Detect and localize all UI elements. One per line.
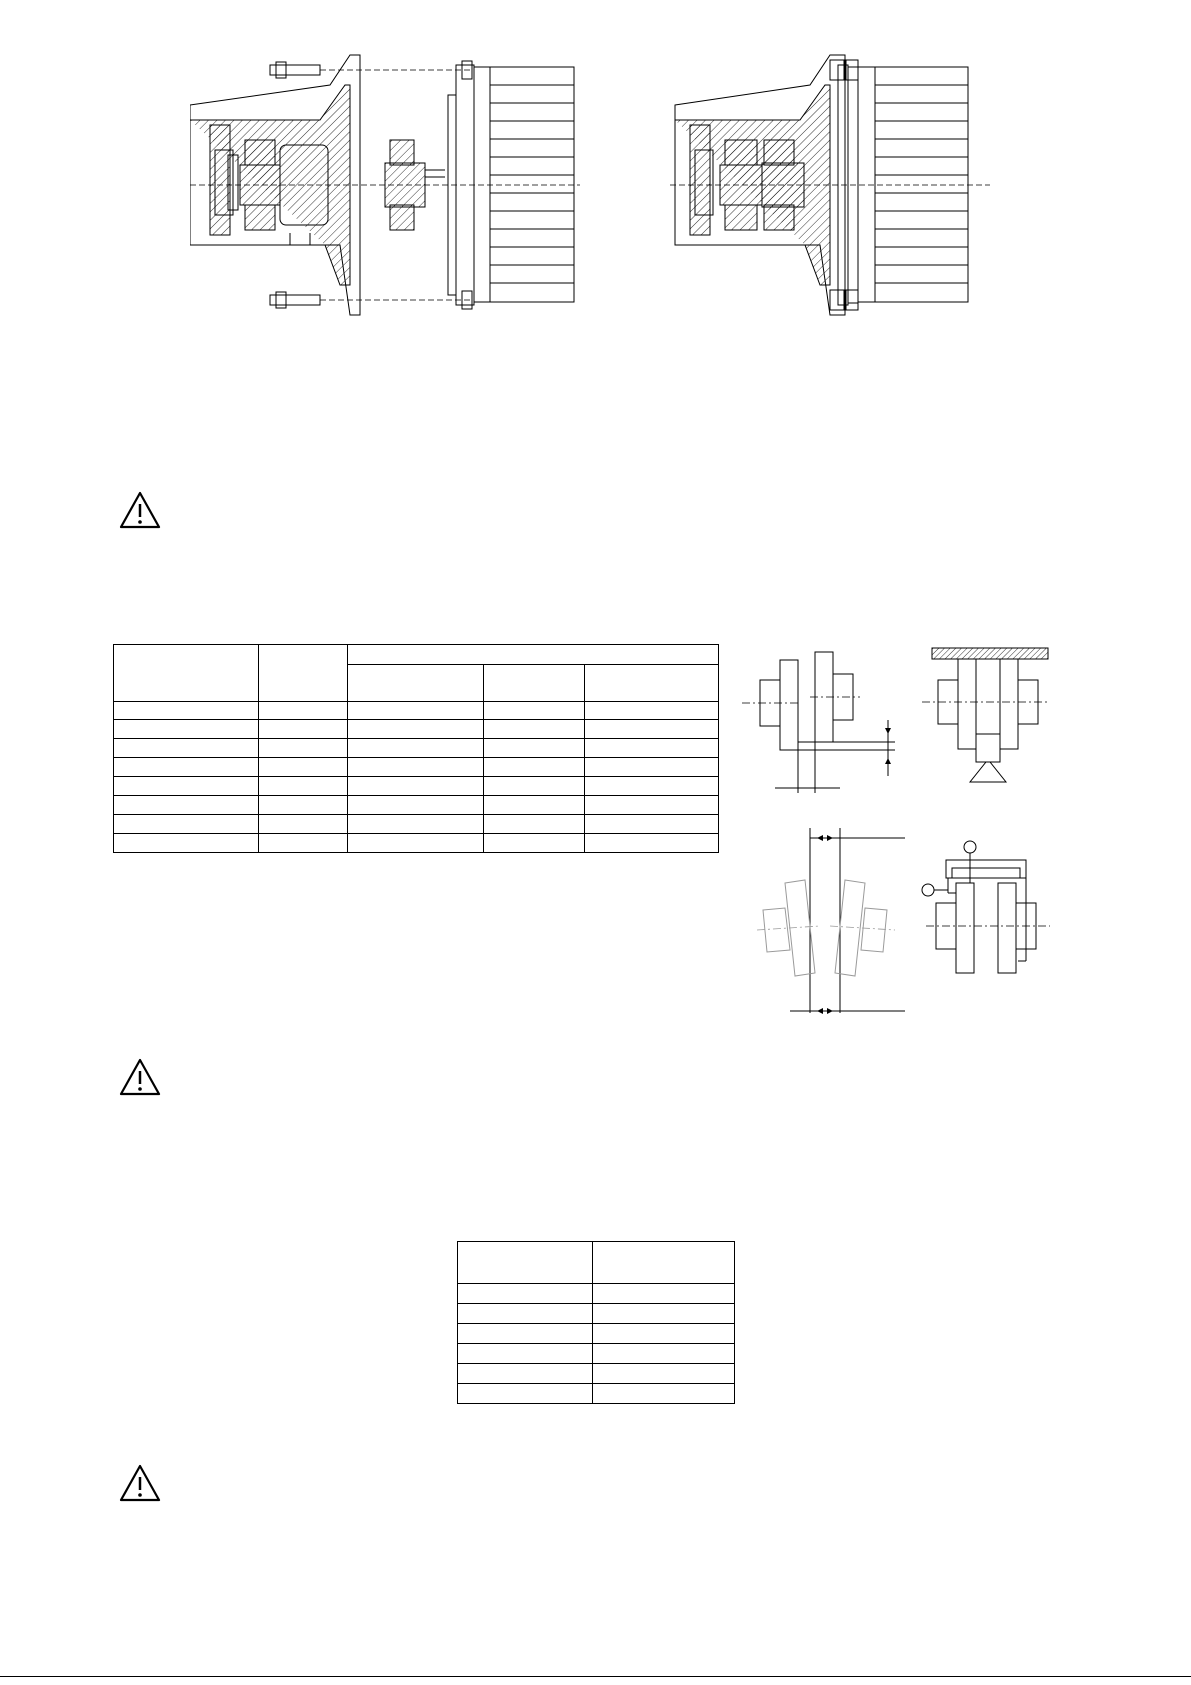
table-row: [114, 702, 719, 720]
straightedge-check-sketch: [920, 644, 1055, 784]
axial-offset-sketch: [740, 648, 900, 798]
table-cell: [484, 777, 585, 796]
table-cell: [484, 702, 585, 720]
table-cell: [593, 1384, 735, 1404]
table-cell: [593, 1324, 735, 1344]
table-header-cell: [484, 665, 585, 702]
table-cell: [259, 758, 348, 777]
table-row: [114, 739, 719, 758]
table-cell: [484, 815, 585, 834]
table-cell: [114, 777, 259, 796]
table-row: [114, 777, 719, 796]
table-cell: [593, 1344, 735, 1364]
table-row: [458, 1344, 735, 1364]
table-cell: [348, 758, 484, 777]
table-cell: [348, 720, 484, 739]
table-row: [114, 758, 719, 777]
table-header-cell: [585, 665, 719, 702]
table-header-cell: [114, 645, 259, 702]
dial-indicator-sketch: [918, 835, 1053, 975]
table-cell: [348, 739, 484, 758]
table-cell: [585, 702, 719, 720]
table-cell: [593, 1284, 735, 1304]
alignment-tolerance-table: [113, 644, 719, 853]
table-cell: [348, 796, 484, 815]
table-cell: [593, 1304, 735, 1324]
table-row: [458, 1324, 735, 1344]
warning-triangle-icon: [118, 1057, 162, 1097]
warning-triangle-icon: [118, 490, 162, 530]
table-cell: [585, 739, 719, 758]
table-row: [458, 1304, 735, 1324]
coupling-assembly-mounted-drawing: [670, 45, 1000, 330]
table-cell: [348, 702, 484, 720]
table-row: [114, 834, 719, 853]
table-cell: [114, 796, 259, 815]
table-cell: [259, 702, 348, 720]
page-bottom-rule: [0, 1676, 1191, 1677]
table-cell: [259, 739, 348, 758]
table-header-cell: [259, 645, 348, 702]
table-cell: [259, 777, 348, 796]
table-cell: [484, 834, 585, 853]
table-cell: [484, 739, 585, 758]
table-cell: [458, 1284, 593, 1304]
table-row: [114, 815, 719, 834]
table-cell: [348, 777, 484, 796]
table-cell: [114, 758, 259, 777]
table-header-cell: [348, 645, 719, 665]
table-cell: [348, 815, 484, 834]
table-cell: [585, 815, 719, 834]
table-cell: [458, 1364, 593, 1384]
table-cell: [114, 834, 259, 853]
table-cell: [484, 796, 585, 815]
angular-misalignment-sketch: [755, 828, 915, 1023]
table-row: [458, 1364, 735, 1384]
table-cell: [458, 1344, 593, 1364]
table-header-row: [458, 1242, 735, 1284]
table-cell: [593, 1364, 735, 1384]
table-row: [458, 1284, 735, 1304]
table-cell: [348, 834, 484, 853]
table-cell: [114, 702, 259, 720]
warning-triangle-icon: [118, 1463, 162, 1503]
table-cell: [458, 1384, 593, 1404]
table-cell: [259, 720, 348, 739]
table-cell: [585, 758, 719, 777]
table-cell: [585, 720, 719, 739]
table-cell: [114, 815, 259, 834]
table-cell: [259, 815, 348, 834]
table-cell: [585, 777, 719, 796]
table-row: [114, 720, 719, 739]
table-cell: [484, 758, 585, 777]
table-header-cell: [458, 1242, 593, 1284]
table-cell: [259, 796, 348, 815]
table-row: [114, 796, 719, 815]
table-row: [458, 1384, 735, 1404]
table-cell: [585, 796, 719, 815]
table-cell: [458, 1304, 593, 1324]
table-cell: [585, 834, 719, 853]
table-cell: [114, 720, 259, 739]
coupling-assembly-exploded-drawing: [190, 45, 630, 330]
table-cell: [458, 1324, 593, 1344]
table-header-row: [114, 645, 719, 665]
table-cell: [259, 834, 348, 853]
table-header-cell: [593, 1242, 735, 1284]
table-cell: [114, 739, 259, 758]
torque-values-table: [457, 1241, 735, 1404]
table-header-cell: [348, 665, 484, 702]
table-cell: [484, 720, 585, 739]
